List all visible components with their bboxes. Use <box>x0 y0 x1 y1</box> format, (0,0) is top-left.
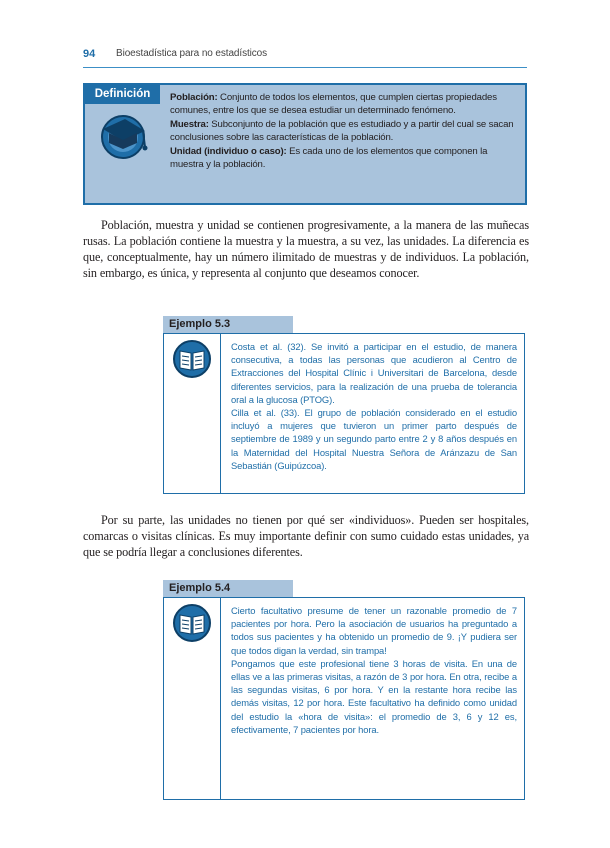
definition-tag: Definición <box>85 85 160 104</box>
example-divider <box>220 598 221 799</box>
example-text <box>231 340 517 472</box>
term-unidad-text: Es cada uno de los elementos que componen la muestra y la población. <box>170 145 488 171</box>
running-title: Bioestadística para no estadísticos <box>116 48 268 59</box>
definition-entry <box>170 118 520 145</box>
page-number: 94 <box>83 48 96 60</box>
paragraph-text: Población, muestra y unidad se contienen progresivamente, a la manera de las muñecas rusas. La población contiene la muestra y la muestra, a su vez, las unidades. La diferencia es que, conceptualmente, hay un número ilimitado de muestras y de individuos. La población, sin embargo, es única, y representa al conjunto que deseamos conocer. <box>83 218 529 280</box>
term-poblacion-text: Conjunto de todos los elementos, que cumplen ciertas propiedades comunes, entre los que se desea estudiar un determinado fenómeno. <box>170 92 497 117</box>
definition-entry <box>170 91 520 118</box>
graduation-cap-icon <box>95 107 151 163</box>
example-paragraph: Cilla et al. (33). El grupo de población considerado en el estudio incluyó a mujeres que tuvieron un primer parto después de septiembre de 1989 y un segundo parto entre 2 y 8 años después en la Maternidad del Hospital Nuestra Señora de Aránzazu de San Sebastián (Guipúzcoa). <box>231 407 517 471</box>
term-unidad: Unidad (individuo o caso): <box>170 145 287 157</box>
example-paragraph: Cierto facultativo presume de tener un razonable promedio de 7 pacientes por hora. Pero la asociación de usuarios ha preguntado a todos sus pacientes y ha obtenido un promedio de 9. ¡Y pudiera ser que todos digan la verdad, sin trampa! <box>231 605 517 656</box>
example-paragraph: Pongamos que este profesional tiene 3 horas de visita. En una de ellas ve a las primeras visitas, a razón de 3 por hora. En otra, recibe a las segundas visitas, 6 por hora. Y en la restante hora recibe las demás visitas, 12 por hora. Este facultativo ha definido como unidad del estudio la «hora de visita»: el promedio de 3, 6 y 12 es, efectivamente, 7 pacientes por hora. <box>231 657 517 735</box>
paragraph-text: Por su parte, las unidades no tienen por qué ser «individuos». Pueden ser hospitales, comarcas o visitas clínicas. Es muy importante definir con sumo cuidado estas unidades, ya que se podría llegar a conclusiones diferentes. <box>83 513 529 559</box>
example-tag: Ejemplo 5.3 <box>163 316 293 333</box>
example-box-5-4 <box>163 580 525 780</box>
example-paragraph: Costa et al. (32). Se invitó a participar en el estudio, de manera consecutiva, a todas las personas que acudieron al Centro de Extracciones del Hospital Clínic i Universitari de Barcelona, desde diferentes servicios, para la realización de una prueba de tolerancia oral a la glucosa (PTOG). <box>231 341 517 405</box>
term-poblacion: Población: <box>170 92 218 103</box>
example-tag: Ejemplo 5.4 <box>163 580 293 597</box>
definition-box <box>83 83 527 205</box>
body-paragraph-1 <box>83 217 529 281</box>
example-divider <box>220 334 221 493</box>
book-icon <box>172 339 212 379</box>
term-muestra-text: Subconjunto de la población que es estudiado y a partir del cual se sacan conclusiones sobre las características de la población. <box>170 118 514 144</box>
book-icon <box>172 603 212 643</box>
term-muestra: Muestra: <box>170 118 209 130</box>
example-text <box>231 604 517 736</box>
example-frame <box>163 597 525 800</box>
example-box-5-3 <box>163 316 525 494</box>
page-header <box>83 47 527 68</box>
definition-entry <box>170 145 520 172</box>
definition-text <box>170 91 520 171</box>
example-frame <box>163 333 525 494</box>
body-paragraph-2 <box>83 512 529 560</box>
